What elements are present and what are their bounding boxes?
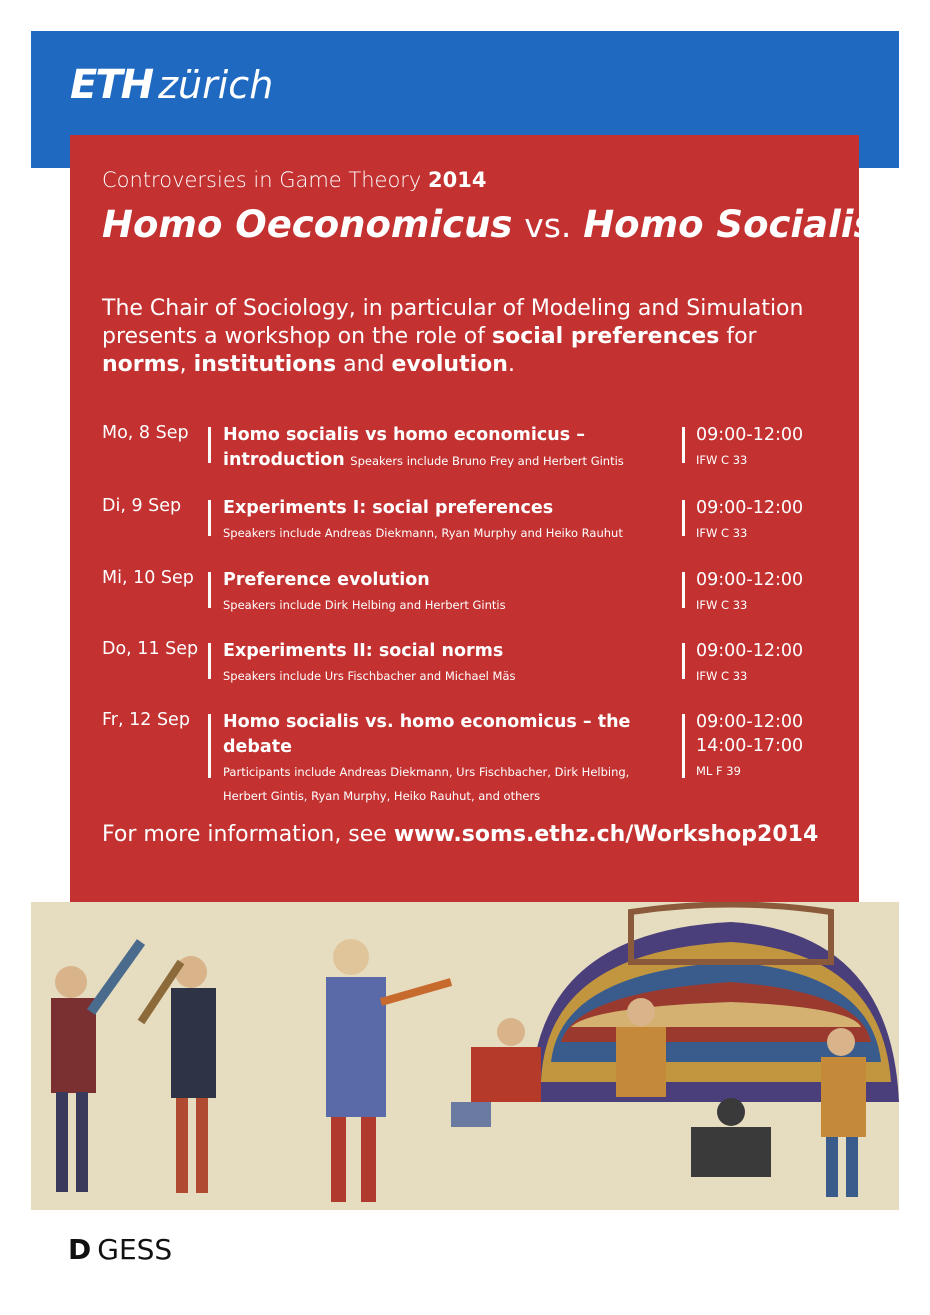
session-room: IFW C 33 [696,669,748,683]
divider [682,500,685,536]
session-time-2: 14:00-17:00 [696,736,804,756]
divider [682,714,685,778]
session-date: Di, 9 Sep [102,496,182,516]
session-date: Fr, 12 Sep [102,710,190,730]
intro-text: . [507,352,515,377]
session-room: ML F 39 [696,764,741,778]
logo-d: D [68,1233,92,1266]
session-title: Experiments I: social preferences [223,498,554,518]
session-info [223,423,688,474]
divider [208,500,211,536]
schedule-row [102,710,842,803]
intro-text: and [336,352,392,377]
title-part1: Homo Oeconomicus [102,203,513,246]
session-title: Homo socialis vs. homo economicus – the debate [223,712,631,757]
session-title: Experiments II: social norms [223,641,504,661]
session-speakers: Speakers include Andreas Diekmann, Ryan Murphy and Heiko Rauhut [223,526,623,540]
session-title: Homo socialis vs homo economicus – [223,425,585,445]
divider [682,643,685,679]
session-time-1: 09:00-12:00 [696,712,804,732]
session-date: Mo, 8 Sep [102,423,189,443]
intro-bold: norms [102,352,180,377]
session-time: 09:00-12:00 [696,641,804,661]
intro-bold: social preferences [491,324,720,349]
session-title: Preference evolution [223,570,430,590]
session-time [696,710,803,758]
divider [682,572,685,608]
schedule-row [102,639,842,699]
d-gess-logo [68,1233,172,1266]
divider [208,427,211,463]
session-date: Mi, 10 Sep [102,568,194,588]
eth-zurich-logo [70,62,273,106]
title-vs: vs. [524,206,572,245]
session-date: Do, 11 Sep [102,639,199,659]
title-part2: Homo Socialis [583,203,876,246]
divider [208,643,211,679]
intro-paragraph [102,295,842,379]
event-series [102,168,487,192]
more-info-link[interactable]: www.soms.ethz.ch/Workshop2014 [393,822,819,847]
intro-bold: evolution [391,352,508,377]
event-title [102,203,875,246]
intro-text: for [719,324,757,349]
schedule-row [102,568,842,628]
divider [682,427,685,463]
session-info [223,639,688,688]
session-info [223,496,688,545]
session-room: IFW C 33 [696,453,748,467]
session-speakers: Participants include Andreas Diekmann, Urs Fischbacher, Dirk Helbing, [223,765,630,779]
intro-bold: institutions [193,352,337,377]
session-speakers: Speakers include Urs Fischbacher and Michael Mäs [223,669,516,683]
logo-zurich: zürich [158,63,274,107]
tapestry-image [31,902,899,1210]
session-room: IFW C 33 [696,598,748,612]
session-info [223,568,688,617]
session-time: 09:00-12:00 [696,498,804,518]
session-info [223,710,688,808]
session-speakers: Speakers include Bruno Frey and Herbert Gintis [350,454,624,468]
intro-text: The Chair of Sociology, in particular of Modeling and Simulation presents a workshop on the role of [102,296,804,349]
session-time: 09:00-12:00 [696,425,804,445]
logo-eth: ETH [70,62,153,108]
session-title-cont: introduction [223,450,345,470]
more-info [102,822,818,847]
session-room: IFW C 33 [696,526,748,540]
more-info-text: For more information, see [102,822,394,847]
schedule-row [102,496,842,556]
event-year: 2014 [428,168,487,192]
logo-gess: GESS [97,1233,173,1266]
divider [208,714,211,778]
intro-text: , [179,352,194,377]
series-name: Controversies in Game Theory [102,168,422,192]
session-speakers: Speakers include Dirk Helbing and Herbert Gintis [223,598,506,612]
divider [208,572,211,608]
session-speakers-cont: Herbert Gintis, Ryan Murphy, Heiko Rauhut, and others [223,789,541,803]
session-time: 09:00-12:00 [696,570,804,590]
schedule-row [102,423,842,483]
